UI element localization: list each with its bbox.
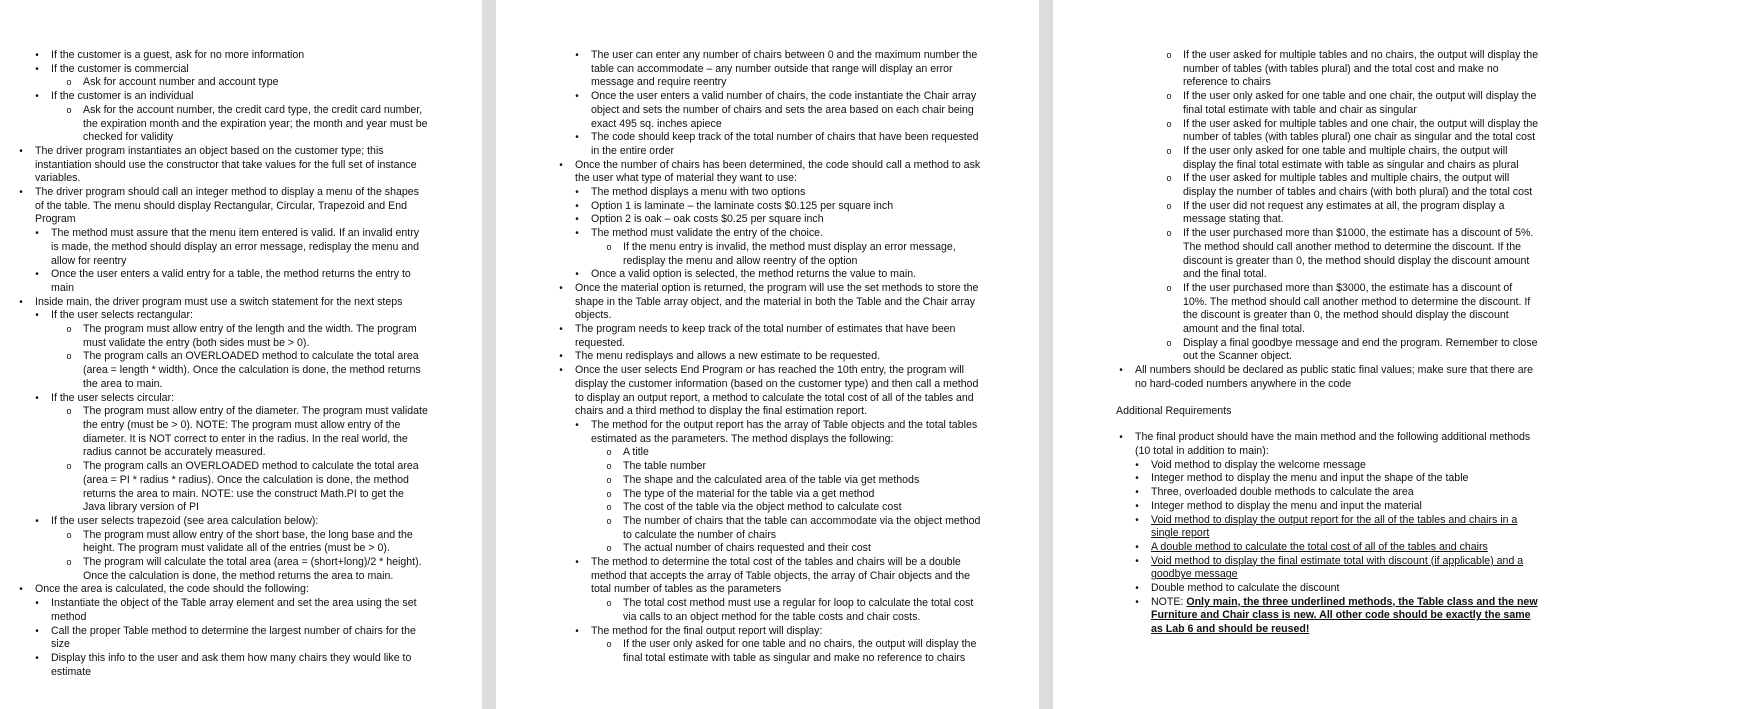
document-page-1	[0, 0, 482, 709]
list-item-text	[51, 49, 428, 63]
list-item-text-main: Once the area is calculated, the code should the following:	[35, 583, 309, 596]
list-item-text	[1151, 472, 1539, 486]
list-item-text-main: If the customer is a guest, ask for no more information	[51, 49, 305, 61]
bullet-icon: •	[1135, 500, 1139, 512]
list-item	[1116, 364, 1539, 391]
list-item	[16, 76, 428, 90]
list-item-text-main: The driver program should call an integer method to display a menu of the shapes of the table. The menu should display Rectangular, Circular, Trapezoid and End Program	[35, 186, 419, 226]
list-item-text-main: All numbers should be declared as public static final values; make sure that there are no hard-coded numbers anywhere in the code	[1135, 364, 1534, 390]
circle-bullet-icon: o	[66, 104, 72, 115]
list-item	[1116, 227, 1539, 282]
bullet-icon: •	[575, 50, 579, 61]
list-item-text	[1151, 514, 1539, 541]
list-item-text	[591, 131, 984, 158]
list-item-text-main: Instantiate the object of the Table array element and set the area using the set method	[51, 597, 417, 623]
list-item-text	[51, 309, 428, 323]
list-item-text	[1151, 596, 1539, 637]
list-item	[1116, 486, 1539, 500]
bullet-icon: •	[1135, 514, 1139, 526]
list-item-text	[83, 350, 428, 391]
list-item-text	[83, 104, 428, 145]
list-item-text	[591, 227, 984, 241]
list-item	[1116, 541, 1539, 555]
list-item-text	[51, 90, 428, 104]
circle-bullet-icon: o	[1166, 50, 1172, 60]
list-item-text	[35, 186, 428, 227]
list-item-text	[623, 597, 984, 624]
bullet-icon: •	[575, 228, 579, 240]
list-item-text	[575, 159, 984, 186]
list-item-text	[591, 90, 984, 131]
list-item-text	[591, 200, 984, 214]
list-item-text-main: If the user only asked for one table and one chair, the output will display the final total estimate with table and chair as singular	[1183, 90, 1537, 116]
list-item	[1116, 282, 1539, 337]
list-item-text-main: If the user asked for multiple tables and one chair, the output will display the number of tables (with tables plural) one chair as singular and the total cost	[1183, 117, 1539, 144]
list-item-text	[1135, 431, 1539, 458]
list-item-text-main: Once the user enters a valid number of chairs, the code instantiate the Chair array object and sets the number of chairs and sets the area based on each chair being exact 495 sq. inches apiece	[591, 90, 977, 130]
list-item	[16, 49, 428, 63]
bullet-icon: •	[35, 652, 39, 664]
list-item	[16, 268, 428, 295]
list-item-text-emphasis: Only main, the three underlined methods, the Table class and the new Furniture and Chair class is new. All other code should be exactly the same as Lab 6 and should be reused!	[1151, 595, 1538, 636]
list-item-text	[83, 76, 428, 90]
list-item	[1116, 118, 1539, 145]
list-item-text-main: The method for the final output report will display:	[591, 624, 823, 637]
list-item	[16, 90, 428, 104]
list-item	[556, 186, 984, 200]
list-item-text-main: If the user only asked for one table and multiple chairs, the output will display the final total estimate with table as singular and chairs as plural	[1183, 144, 1519, 171]
list-item-text-main: Double method to calculate the discount	[1151, 582, 1340, 595]
list-item-text-main: The type of the material for the table via a get method	[623, 487, 875, 500]
list-item	[16, 583, 428, 597]
list-item	[556, 323, 984, 350]
list-item	[556, 282, 984, 323]
bullet-icon: •	[575, 214, 579, 226]
list-item	[16, 227, 428, 268]
list-item-text	[51, 652, 428, 679]
list-item-text	[1183, 337, 1539, 364]
list-item-text-main: Option 2 is oak – oak costs $0.25 per square inch	[591, 213, 824, 226]
list-item-text	[623, 542, 984, 556]
bullet-icon: •	[575, 419, 579, 431]
list-item	[1116, 459, 1539, 473]
list-item	[556, 488, 984, 502]
list-item	[556, 364, 984, 419]
list-item-text-main: Three, overloaded double methods to calculate the area	[1151, 486, 1414, 499]
bullet-icon: •	[575, 187, 579, 199]
list-item-text-main: Display a final goodbye message and end the program. Remember to close out the Scanner object.	[1183, 336, 1538, 363]
bullet-icon: •	[559, 282, 563, 294]
list-item	[556, 350, 984, 364]
list-item	[1116, 49, 1539, 90]
list-item	[16, 186, 428, 227]
list-item	[1116, 582, 1539, 596]
bullet-icon: •	[575, 132, 579, 144]
list-item-text-main: Once the material option is returned, the program will use the set methods to store the shape in the Table array object, and the material in both the Table and the Chair array objects.	[575, 281, 979, 322]
list-item-text	[1151, 500, 1539, 514]
page-3-content	[1116, 49, 1539, 637]
list-item-text-main: The program must allow entry of the length and the width. The program must validate the entry (both sides must be > 0).	[83, 323, 417, 349]
bullet-icon: •	[575, 269, 579, 281]
list-item-text-main: A title	[623, 446, 649, 459]
list-item-text-main: The method to determine the total cost of the tables and chairs will be a double method that accepts the array of Table objects, the array of Chair objects and the total number of tables as the parameters	[591, 556, 971, 596]
list-item-text	[1151, 541, 1539, 555]
list-item-text-main: If the user selects circular:	[51, 391, 175, 404]
list-item	[556, 241, 984, 268]
list-item	[16, 460, 428, 515]
list-item-text	[575, 350, 984, 364]
list-item	[556, 638, 984, 665]
list-item	[16, 145, 428, 186]
list-item-text-main: Void method to display the output report for the all of the tables and chairs in a single report	[1151, 513, 1518, 540]
list-item	[16, 104, 428, 145]
circle-bullet-icon: o	[66, 557, 72, 568]
list-item-text	[591, 213, 984, 227]
list-item	[556, 474, 984, 488]
list-item-text-main: The table number	[623, 460, 707, 473]
list-item-text-main: Once the user selects End Program or has reached the 10th entry, the program will display the customer information (based on the customer type) and then call a method to display an output report, a method to calculate the total cost of all of the tables and chairs and a third method to display the final estimation report.	[575, 364, 979, 418]
list-item-text-main: If the user selects rectangular:	[51, 309, 193, 322]
list-item-text	[51, 625, 428, 652]
circle-bullet-icon: o	[66, 351, 72, 362]
list-item-text	[591, 419, 984, 446]
bullet-icon: •	[559, 351, 563, 363]
list-item-text	[575, 323, 984, 350]
list-item-text-main: The actual number of chairs requested and their cost	[623, 542, 871, 555]
circle-bullet-icon: o	[606, 447, 612, 458]
bullet-icon: •	[35, 625, 39, 637]
list-item	[16, 405, 428, 460]
circle-bullet-icon: o	[1166, 200, 1172, 211]
list-item-text-main: A double method to calculate the total cost of all of the tables and chairs	[1151, 540, 1488, 553]
circle-bullet-icon: o	[1166, 118, 1172, 129]
list-item-text	[591, 186, 984, 200]
list-item-text	[1151, 582, 1539, 596]
list-item-text-main: If the user asked for multiple tables and multiple chairs, the output will display the number of tables and chairs (with both plural) and the total cost	[1183, 172, 1533, 199]
list-item	[556, 213, 984, 227]
list-item	[16, 529, 428, 556]
list-item-text	[623, 638, 984, 665]
list-item	[556, 227, 984, 241]
bullet-icon: •	[1135, 487, 1139, 499]
list-item-text-main: The program must allow entry of the short base, the long base and the height. The program must validate all of the entries (must be > 0).	[83, 528, 413, 555]
list-item-text-main: If the user purchased more than $1000, the estimate has a discount of 5%. The method should call another method to determine the discount. If the discount is greater than 0, the method should display the discount amount and the final total.	[1183, 227, 1534, 281]
bullet-icon: •	[575, 200, 579, 212]
list-item-text-main: The shape and the calculated area of the table via get methods	[623, 473, 920, 486]
list-item-text	[1183, 90, 1539, 117]
list-item-text	[1183, 145, 1539, 172]
bullet-icon: •	[575, 91, 579, 103]
list-item-text-main: The user can enter any number of chairs between 0 and the maximum number the table can accommodate – any number outside that range will display an error message and require reentry	[591, 49, 978, 89]
circle-bullet-icon: o	[606, 598, 612, 609]
circle-bullet-icon: o	[66, 77, 72, 88]
list-item-text-main: Once the number of chairs has been determined, the code should call a method to ask the user what type of material they want to use:	[575, 158, 981, 185]
list-item	[556, 131, 984, 158]
list-item-text	[51, 392, 428, 406]
list-item-text	[83, 556, 428, 583]
bullet-icon: •	[19, 145, 23, 157]
list-item-text-main: If the user did not request any estimates at all, the program display a message stating that.	[1183, 199, 1505, 226]
list-item-text	[51, 597, 428, 624]
list-item-text-main: NOTE:	[1151, 595, 1187, 608]
circle-bullet-icon: o	[606, 474, 612, 485]
list-item-text	[83, 323, 428, 350]
list-item-text-main: Call the proper Table method to determine the largest number of chairs for the size	[51, 624, 416, 651]
circle-bullet-icon: o	[66, 406, 72, 417]
bullet-icon: •	[559, 365, 563, 377]
list-item	[16, 296, 428, 310]
list-item-text-main: Option 1 is laminate – the laminate costs $0.125 per square inch	[591, 199, 894, 212]
list-item	[16, 625, 428, 652]
list-item-text-main: If the user purchased more than $3000, the estimate has a discount of 10%. The method should call another method to determine the discount. If the discount is greater than 0, the method should display the discount amount and the final total.	[1183, 281, 1531, 336]
list-item-text	[575, 364, 984, 419]
list-item-text	[1183, 282, 1539, 337]
bullet-icon: •	[35, 50, 39, 61]
list-item	[16, 63, 428, 77]
list-item-text	[1151, 459, 1539, 473]
list-item-text	[83, 529, 428, 556]
page-gutter-2	[1039, 0, 1053, 709]
list-item-text-main: The method must assure that the menu item entered is valid. If an invalid entry is made, the method should display an error message, redisplay the menu and allow for reentry	[51, 227, 420, 267]
list-item-text-main: Once the user enters a valid entry for a table, the method returns the entry to main	[51, 268, 411, 294]
page-gutter-1	[482, 0, 496, 709]
bullet-icon: •	[1119, 365, 1123, 377]
list-item-text-main: If the customer is commercial	[51, 62, 189, 75]
bullet-icon: •	[575, 557, 579, 569]
list-item-text-main: The method must validate the entry of the choice.	[591, 227, 824, 240]
list-item-text-main: If the user only asked for one table and no chairs, the output will display the final total estimate with table as singular and make no reference to chairs	[623, 638, 977, 664]
circle-bullet-icon: o	[1166, 282, 1172, 293]
list-item	[556, 268, 984, 282]
page-2-content	[556, 49, 984, 666]
list-item	[556, 556, 984, 597]
list-item	[16, 392, 428, 406]
list-item-text-main: The program calls an OVERLOADED method to calculate the total area (area = PI * radius * radius). Once the calculation is done, the method returns the area to main. NOTE: use the construct Math.PI to get the Java library version of PI	[83, 460, 419, 514]
list-item-text-main: The driver program instantiates an object based on the customer type; this instantiation should use the constructor that take values for the full set of instance variables.	[35, 144, 417, 185]
list-item-text-main: The method displays a menu with two options	[591, 186, 806, 199]
list-item-text	[51, 227, 428, 268]
bullet-icon: •	[19, 296, 23, 308]
list-item-text	[51, 63, 428, 77]
bullet-icon: •	[35, 598, 39, 610]
list-item-text	[1183, 49, 1539, 90]
list-item-text	[591, 556, 984, 597]
list-item	[556, 515, 984, 542]
list-item-text-main: The menu redisplays and allows a new estimate to be requested.	[575, 350, 881, 363]
list-item-text	[623, 460, 984, 474]
list-item	[16, 556, 428, 583]
list-item	[16, 652, 428, 679]
bullet-icon: •	[1135, 459, 1139, 471]
list-item	[556, 159, 984, 186]
circle-bullet-icon: o	[606, 488, 612, 499]
list-item-text	[35, 296, 428, 310]
list-item	[16, 597, 428, 624]
list-item	[1116, 514, 1539, 541]
list-item-text-main: The total cost method must use a regular for loop to calculate the total cost via calls to an object method for the table costs and chair costs.	[623, 597, 974, 623]
bullet-icon: •	[1135, 555, 1139, 567]
list-item-text-main: If the user asked for multiple tables and no chairs, the output will display the number of tables (with tables plural) and the total cost and make no reference to chairs	[1183, 49, 1539, 89]
list-item-text-main: Ask for the account number, the credit card type, the credit card number, the expiration month and the expiration year; the month and year must be checked for validity	[83, 103, 428, 144]
circle-bullet-icon: o	[1166, 145, 1172, 156]
list-item-text	[1135, 364, 1539, 391]
list-item	[1116, 596, 1539, 637]
section-heading: Additional Requirements	[1116, 404, 1232, 417]
bullet-icon: •	[19, 187, 23, 199]
list-item-text-main: Integer method to display the menu and input the material	[1151, 499, 1422, 512]
list-item-text	[623, 474, 984, 488]
list-item	[556, 419, 984, 446]
bullet-icon: •	[1135, 541, 1139, 553]
list-item-text	[1151, 486, 1539, 500]
circle-bullet-icon: o	[1166, 228, 1172, 239]
list-item	[16, 323, 428, 350]
list-item-text-main: The program will calculate the total area (area = (short+long)/2 * height). Once the calculation is done, the method returns the area to main.	[83, 556, 422, 582]
list-item-text-main: The cost of the table via the object method to calculate cost	[623, 501, 902, 514]
list-item-text	[1183, 200, 1539, 227]
bullet-icon: •	[1119, 432, 1123, 444]
circle-bullet-icon: o	[606, 461, 612, 472]
list-item	[1116, 431, 1539, 458]
circle-bullet-icon: o	[66, 324, 72, 335]
circle-bullet-icon: o	[606, 502, 612, 513]
list-item-text	[591, 625, 984, 639]
list-item-text-main: The program must allow entry of the diameter. The program must validate the entry (must be > 0). NOTE: The program must allow entry of the diameter. It is NOT correct to enter in the radius. In the real world, the radius cannot be accurately measured.	[83, 405, 428, 459]
bullet-icon: •	[1135, 583, 1139, 595]
list-item-text	[623, 515, 984, 542]
document-page-3	[1053, 0, 1760, 709]
circle-bullet-icon: o	[606, 515, 612, 526]
list-item	[556, 446, 984, 460]
list-item-text	[575, 282, 984, 323]
list-item-text	[35, 583, 428, 597]
page-1-content	[16, 49, 428, 679]
list-item-text-main: The code should keep track of the total number of chairs that have been requested in the entire order	[591, 131, 979, 157]
bullet-icon: •	[1135, 473, 1139, 485]
bullet-icon: •	[35, 91, 39, 103]
list-item-text	[623, 488, 984, 502]
list-item	[556, 49, 984, 90]
list-item	[1116, 472, 1539, 486]
list-item-text-main: The final product should have the main method and the following additional methods (10 total in addition to main):	[1135, 431, 1531, 457]
circle-bullet-icon: o	[1166, 91, 1172, 102]
list-item	[16, 515, 428, 529]
list-item-text	[51, 268, 428, 295]
bullet-icon: •	[19, 584, 23, 596]
list-item-text	[1183, 172, 1539, 199]
bullet-icon: •	[35, 228, 39, 240]
list-item	[1116, 145, 1539, 172]
list-item	[1116, 200, 1539, 227]
list-item-text-main: The number of chairs that the table can accommodate via the object method to calculate the number of chairs	[623, 514, 981, 541]
list-item-text-main: The method for the output report has the array of Table objects and the total tables estimated as the parameters. The method displays the following:	[591, 418, 978, 445]
list-item-text	[1183, 227, 1539, 282]
list-item-text	[83, 405, 428, 460]
list-item-text-main: Void method to display the final estimate total with discount (if applicable) and a goodbye message	[1151, 554, 1524, 581]
circle-bullet-icon: o	[66, 529, 72, 540]
bullet-icon: •	[1135, 596, 1139, 608]
circle-bullet-icon: o	[606, 639, 612, 650]
list-item-text-main: The program calls an OVERLOADED method to calculate the total area (area = length * width). Once the calculation is done, the method returns the area to main.	[83, 350, 421, 390]
list-item	[556, 597, 984, 624]
list-item	[556, 90, 984, 131]
list-item	[16, 309, 428, 323]
list-item-text-main: The program needs to keep track of the total number of estimates that have been requested.	[575, 323, 956, 349]
list-item	[16, 350, 428, 391]
list-item-text-main: Inside main, the driver program must use a switch statement for the next steps	[35, 295, 403, 308]
bullet-icon: •	[35, 392, 39, 404]
list-item-text	[1151, 555, 1539, 582]
bullet-icon: •	[559, 324, 563, 336]
list-item	[1116, 337, 1539, 364]
list-item	[1116, 500, 1539, 514]
circle-bullet-icon: o	[606, 241, 612, 252]
circle-bullet-icon: o	[66, 461, 72, 472]
list-item-text	[51, 515, 428, 529]
bullet-icon: •	[559, 159, 563, 171]
list-item-text-main: If the menu entry is invalid, the method must display an error message, redisplay the menu and allow reentry of the option	[623, 240, 956, 267]
list-item	[556, 200, 984, 214]
list-item-text	[83, 460, 428, 515]
list-item-text-main: Ask for account number and account type	[83, 76, 279, 89]
list-item-text-main: Void method to display the welcome message	[1151, 458, 1366, 471]
bullet-icon: •	[35, 515, 39, 527]
list-item-text	[1183, 118, 1539, 145]
list-item-text	[591, 49, 984, 90]
list-item-text-main: Integer method to display the menu and input the shape of the table	[1151, 472, 1469, 485]
list-item-text-main: Display this info to the user and ask them how many chairs they would like to estimate	[51, 651, 412, 678]
list-item	[556, 542, 984, 556]
list-item	[556, 460, 984, 474]
list-item	[556, 625, 984, 639]
document-page-2	[496, 0, 1039, 709]
list-item-text-main: Once a valid option is selected, the method returns the value to main.	[591, 268, 917, 281]
bullet-icon: •	[35, 310, 39, 322]
list-item-text	[623, 501, 984, 515]
list-item	[1116, 172, 1539, 199]
list-item	[556, 501, 984, 515]
list-item-text	[623, 446, 984, 460]
circle-bullet-icon: o	[606, 543, 612, 554]
list-item	[1116, 90, 1539, 117]
bullet-icon: •	[35, 63, 39, 75]
list-item-text	[35, 145, 428, 186]
list-item-text-main: If the customer is an individual	[51, 90, 194, 103]
list-item-text	[623, 241, 984, 268]
list-item-text	[591, 268, 984, 282]
list-item	[1116, 555, 1539, 582]
circle-bullet-icon: o	[1166, 173, 1172, 184]
bullet-icon: •	[35, 269, 39, 281]
circle-bullet-icon: o	[1166, 337, 1172, 348]
list-item-text-main: If the user selects trapezoid (see area calculation below):	[51, 514, 319, 527]
bullet-icon: •	[575, 625, 579, 637]
